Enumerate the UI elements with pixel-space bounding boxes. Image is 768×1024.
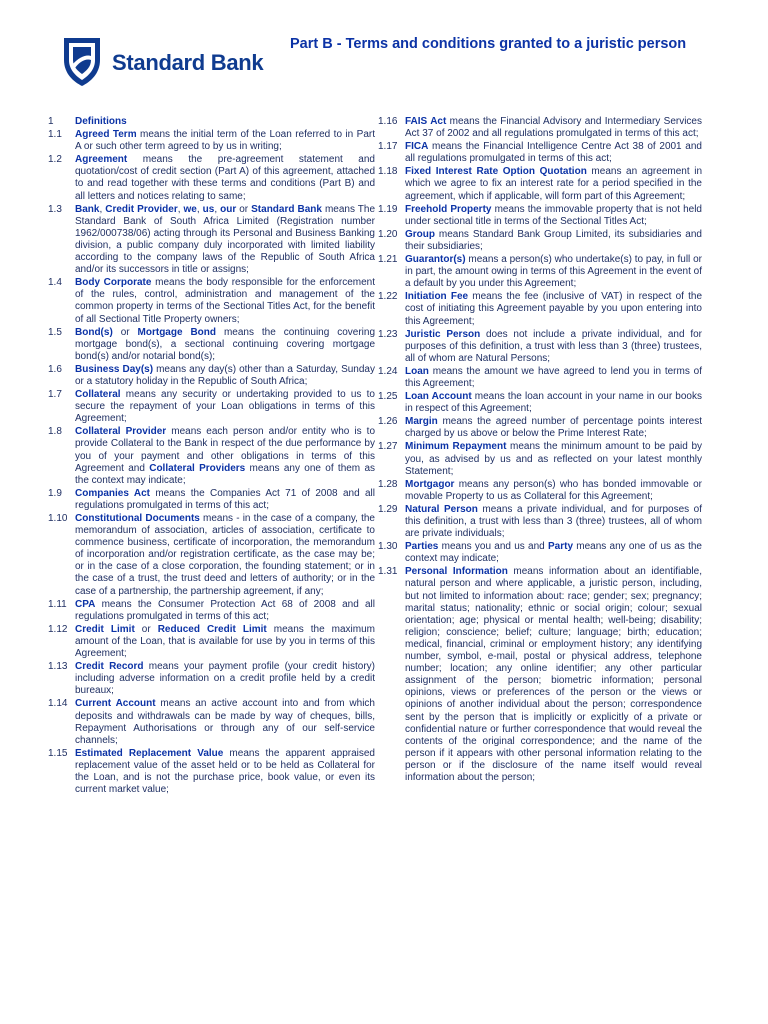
standard-bank-shield-icon — [60, 34, 104, 88]
definition-item — [48, 154, 375, 202]
clause-text-fragment: means any one of them as the context may indicate; — [75, 462, 376, 486]
defined-term: Mortgagor — [405, 478, 455, 490]
defined-term: we — [183, 203, 197, 215]
clause-text — [405, 329, 702, 365]
clause-text — [75, 748, 375, 796]
defined-term: Current Account — [75, 698, 156, 710]
clause-text-fragment: means the apparent appraised replacement value of the asset held or to be held as Collateral for the Loan, and is not the purchase price, book value, or even its current market value; — [75, 747, 375, 796]
defined-term: Loan — [405, 365, 429, 377]
clause-number: 1.25 — [378, 391, 398, 403]
defined-term: Bank — [75, 203, 100, 215]
definitions-column-right — [378, 116, 702, 785]
definition-item — [378, 566, 702, 784]
clause-text — [405, 479, 702, 503]
defined-term: our — [220, 203, 237, 215]
definition-item — [378, 541, 702, 565]
clause-number: 1.9 — [48, 487, 62, 499]
clause-number: 1.12 — [48, 623, 68, 635]
clause-text-fragment: or — [112, 326, 138, 338]
defined-term: Business Day(s) — [75, 363, 154, 375]
brand-logo — [60, 34, 320, 90]
defined-term: FAIS Act — [405, 116, 447, 127]
defined-term: Fixed Interest Rate Option Quotation — [405, 166, 587, 178]
clause-number: 1.28 — [378, 478, 398, 490]
clause-text-fragment: , — [99, 203, 106, 215]
clause-text-fragment: means an agreement in which we agree to fix an interest rate for a period specified in the agreement, which if applicable, will form part of this Agreement; — [405, 166, 703, 202]
defined-term: Margin — [405, 416, 438, 428]
definition-item — [48, 698, 375, 746]
clause-text-fragment: means any person(s) who has bonded immovable or movable Property to us as Collateral for this Agreement; — [405, 478, 702, 502]
clause-text-fragment: means you and us and — [438, 541, 548, 553]
defined-term: Collateral Provider — [75, 426, 167, 438]
clause-text-fragment: means the Financial Intelligence Centre Act 38 of 2001 and all regulations promulgated in terms of this act; — [405, 141, 702, 165]
clause-number: 1.21 — [378, 254, 398, 266]
clause-text-fragment: means the pre-agreement statement and quotation/cost of credit section (Part A) of this agreement, attached to and read together with these terms and conditions (Part B) and all letters and notices relating to same; — [75, 154, 375, 202]
clause-text — [405, 441, 702, 477]
clause-number: 1.29 — [378, 503, 398, 515]
definition-item — [378, 116, 702, 140]
clause-text — [405, 416, 702, 440]
definition-item — [378, 441, 702, 477]
clause-text — [75, 661, 375, 697]
clause-number: 1.16 — [378, 116, 398, 127]
brand-name: Standard Bank — [112, 50, 264, 75]
defined-term: Party — [547, 541, 573, 553]
definition-item — [48, 277, 375, 325]
clause-number: 1 — [48, 116, 54, 127]
clause-number: 1.2 — [48, 154, 62, 166]
defined-term: Parties — [405, 541, 439, 553]
clause-text — [405, 229, 702, 253]
clause-number: 1.6 — [48, 363, 62, 375]
defined-term: Freehold Property — [405, 203, 492, 215]
clause-number: 1.1 — [48, 129, 62, 141]
defined-term: Constitutional Documents — [75, 513, 200, 524]
defined-term: Definitions — [75, 116, 127, 127]
clause-text — [405, 504, 702, 540]
definition-item — [378, 254, 702, 290]
clause-text-fragment: means the immovable property that is not held under sectional title in terms of the Sectional Titles Act; — [405, 203, 702, 227]
definition-item — [48, 364, 375, 388]
clause-text — [405, 204, 702, 228]
document-title: Part B - Terms and conditions granted to a juristic person — [290, 36, 687, 52]
clause-text — [405, 566, 702, 784]
definitions-column-left — [48, 116, 375, 797]
clause-number: 1.20 — [378, 228, 398, 240]
clause-text — [75, 389, 375, 425]
defined-term: FICA — [405, 141, 429, 153]
clause-text — [75, 116, 375, 128]
definition-item — [48, 513, 375, 598]
clause-number: 1.30 — [378, 541, 398, 553]
clause-text — [405, 366, 702, 390]
clause-number: 1.15 — [48, 747, 68, 759]
clause-text — [405, 291, 702, 327]
clause-number: 1.5 — [48, 326, 62, 338]
clause-text-fragment: or — [134, 623, 158, 635]
defined-term: Guarantor(s) — [405, 254, 466, 266]
definition-item — [48, 389, 375, 425]
definition-item — [48, 748, 375, 796]
clause-text-fragment: means the continuing covering mortgage bond(s), a sectional continuing covering mortgage bond(s) and/or notarial bond(s); — [75, 326, 376, 362]
clause-text — [405, 141, 702, 165]
clause-text-fragment: , — [177, 203, 184, 215]
clause-text-fragment: means the Companies Act 71 of 2008 and all regulations promulgated in terms of this act; — [75, 487, 375, 511]
definition-item — [48, 488, 375, 512]
clause-text — [405, 116, 702, 140]
definition-item — [378, 141, 702, 165]
clause-number: 1.27 — [378, 441, 398, 453]
clause-number: 1.11 — [48, 598, 67, 610]
clause-text-fragment: means the amount we have agreed to lend you in terms of this Agreement; — [405, 365, 702, 389]
clause-text — [75, 698, 375, 746]
defined-term: Agreement — [75, 154, 128, 166]
clause-text — [75, 599, 375, 623]
definition-item — [48, 661, 375, 697]
clause-number: 1.4 — [48, 277, 62, 289]
defined-term: Loan Account — [405, 391, 472, 403]
clause-text-fragment: means an active account into and from which deposits and withdrawals can be made by way of cheques, bills, Repayment Authorisations or through any of our self-service channels; — [75, 698, 375, 746]
definition-item — [48, 116, 375, 128]
definition-item — [378, 416, 702, 440]
definition-item — [378, 204, 702, 228]
clause-number: 1.24 — [378, 365, 398, 377]
definition-item — [48, 129, 375, 153]
defined-term: Juristic Person — [405, 328, 481, 340]
clause-text-fragment: means your payment profile (your credit history) including adverse information on a credit profile held by a credit bureaux; — [75, 661, 375, 697]
clause-text — [75, 426, 375, 486]
definition-item — [378, 504, 702, 540]
defined-term: CPA — [75, 598, 96, 610]
defined-term: Credit Provider — [105, 203, 178, 215]
definition-item — [48, 327, 375, 363]
defined-term: Companies Act — [75, 487, 150, 499]
clause-number: 1.13 — [48, 661, 68, 673]
clause-number: 1.8 — [48, 426, 62, 438]
defined-term: Estimated Replacement Value — [75, 747, 224, 759]
clause-text — [75, 277, 375, 325]
clause-text-fragment: means a private individual, and for purposes of this definition, a trust with less than 3 (three) trustees, all of whom are private individuals; — [405, 503, 702, 540]
clause-text-fragment: means the minimum amount to be paid by you, as advised by us and as reflected on your latest monthly Statement; — [405, 441, 703, 477]
page-header — [0, 0, 768, 100]
clause-text-fragment: means the Consumer Protection Act 68 of 2008 and all regulations promulgated in terms of this act; — [75, 598, 375, 622]
clause-text — [75, 327, 375, 363]
clause-text-fragment: means any one of us as the context may indicate; — [405, 541, 702, 565]
defined-term: Minimum Repayment — [405, 441, 507, 453]
clause-text-fragment: or — [236, 203, 252, 215]
clause-text-fragment: means The Standard Bank of South Africa Limited (Registration number 1962/000738/06) acting through its Personal and Business Banking division, a public company duly incorporated with limited liability according to the company laws of the Republic of South Africa and/or its successors in title or assigns; — [75, 203, 376, 276]
clause-text-fragment: means the Financial Advisory and Intermediary Services Act 37 of 2002 and all regulations promulgated in terms of this act; — [405, 116, 702, 140]
definition-item — [48, 426, 375, 486]
clause-text-fragment: means the agreed number of percentage points interest charged by us above or below the Prime Interest Rate; — [405, 416, 702, 440]
defined-term: Body Corporate — [75, 277, 152, 289]
clause-number: 1.18 — [378, 166, 398, 178]
clause-number: 1.14 — [48, 698, 68, 710]
defined-term: Group — [405, 228, 435, 240]
clause-text-fragment: means the fee (inclusive of VAT) in respect of the cost of initiating this Agreement payable by you upon entering into this Agreement; — [405, 291, 703, 327]
clause-text — [75, 513, 375, 598]
clause-number: 1.23 — [378, 328, 398, 340]
definition-item — [378, 329, 702, 365]
clause-text-fragment: means information about an identifiable, natural person and where applicable, a juristic person, including, but not limited to information about: race; gender; sex; pregnancy; marital status; nationality; ethnic or social origin; colour; sexual orientation; age; physical or mental health; well-being; disability; religion; conscience; belief; culture; language; birth; education; medical, financial, criminal or employment history; any identifying number, symbol, e-mail, postal or physical address, telephone number; location; any online identifier; any other particular assignment of the person; biometric information; personal opinions, views or preferences of the person or the views or opinions of another individual about the person; correspondence sent by the person that is implicitly or explicitly of a private or confidential nature or further correspondence that would reveal the contents of the original correspondence; and the name of the person if it appears with other personal information relating to the person or if the disclosure of the name itself would reveal information about the person; — [405, 566, 702, 783]
defined-term: Bond(s) — [75, 326, 113, 338]
clause-text-fragment: , — [196, 203, 203, 215]
clause-number: 1.17 — [378, 141, 398, 153]
defined-term: Credit Limit — [75, 623, 135, 635]
definition-item — [48, 624, 375, 660]
defined-term: Agreed Term — [75, 129, 137, 141]
clause-text-fragment: means the initial term of the Loan referred to in Part A or such other term agreed to by us in writing; — [75, 129, 375, 153]
clause-number: 1.19 — [378, 203, 398, 215]
clause-number: 1.10 — [48, 513, 68, 524]
definition-item — [378, 166, 702, 202]
clause-text-fragment: means any security or undertaking provided to us to secure the repayment of your Loan obligations in terms of this Agreement; — [75, 389, 375, 425]
clause-number: 1.3 — [48, 203, 62, 215]
defined-term: Collateral Providers — [149, 462, 246, 474]
defined-term: Natural Person — [405, 503, 478, 515]
clause-text-fragment: means the loan account in your name in our books in respect of this Agreement; — [405, 391, 702, 415]
defined-term: Initiation Fee — [405, 291, 469, 303]
clause-text — [75, 154, 375, 202]
clause-text-fragment: means Standard Bank Group Limited, its subsidiaries and their subsidiaries; — [405, 228, 702, 252]
definition-item — [48, 204, 375, 277]
clause-text-fragment: does not include a private individual, and for purposes of this definition, a trust with less than 3 (three) trustees, all of whom are Natural Persons; — [405, 328, 702, 364]
clause-text-fragment: means the body responsible for the enforcement of the rules, control, administration and management of the common property in terms of the Sectional Titles Act, for the benefit of all Sectional Title Property owners; — [75, 277, 375, 325]
defined-term: Reduced Credit Limit — [157, 623, 267, 635]
clause-text-fragment: means a person(s) who undertake(s) to pay, in full or in part, the amount owing in terms of this Agreement in the event of a default by you under this Agreement; — [405, 254, 702, 290]
definition-item — [378, 229, 702, 253]
clause-text-fragment: means any day(s) other than a Saturday, Sunday or a statutory holiday in the Republic of South Africa; — [75, 363, 375, 387]
clause-text — [75, 488, 375, 512]
definition-item — [378, 479, 702, 503]
defined-term: Standard Bank — [251, 203, 322, 215]
defined-term: Credit Record — [75, 661, 144, 673]
clause-text — [405, 166, 702, 202]
definition-item — [378, 391, 702, 415]
clause-number: 1.31 — [378, 566, 398, 578]
definition-item — [378, 291, 702, 327]
clause-text — [405, 254, 702, 290]
clause-text-fragment: means - in the case of a company, the memorandum of association, articles of association, certificate to commence business, certificate of incorporation, the memorandum of incorporation and/or registration certificate, as the case may be; or in the case of a close corporation, the founding statement; or in the case of a trust, the trust deed and letters of authority; or in the case of a partnership, the partnership agreement, if any; — [75, 513, 375, 597]
clause-text — [405, 391, 702, 415]
clause-number: 1.22 — [378, 291, 398, 303]
clause-text-fragment: means each person and/or entity who is to provide Collateral to the Bank in respect of the due performance by you of your payment and other obligations in terms of this Agreement and — [75, 426, 376, 474]
clause-text — [75, 204, 375, 277]
clause-number: 1.26 — [378, 416, 398, 428]
clause-text — [75, 129, 375, 153]
clause-text-fragment: , — [214, 203, 221, 215]
defined-term: Collateral — [75, 389, 121, 401]
clause-text — [75, 364, 375, 388]
clause-text — [75, 624, 375, 660]
clause-text — [405, 541, 702, 565]
defined-term: Mortgage Bond — [137, 326, 217, 338]
definition-item — [48, 599, 375, 623]
defined-term: us — [202, 203, 215, 215]
clause-text-fragment: means the maximum amount of the Loan, that is available for use by you in terms of this Agreement; — [75, 623, 375, 660]
clause-number: 1.7 — [48, 389, 62, 401]
definition-item — [378, 366, 702, 390]
defined-term: Personal Information — [405, 566, 508, 578]
